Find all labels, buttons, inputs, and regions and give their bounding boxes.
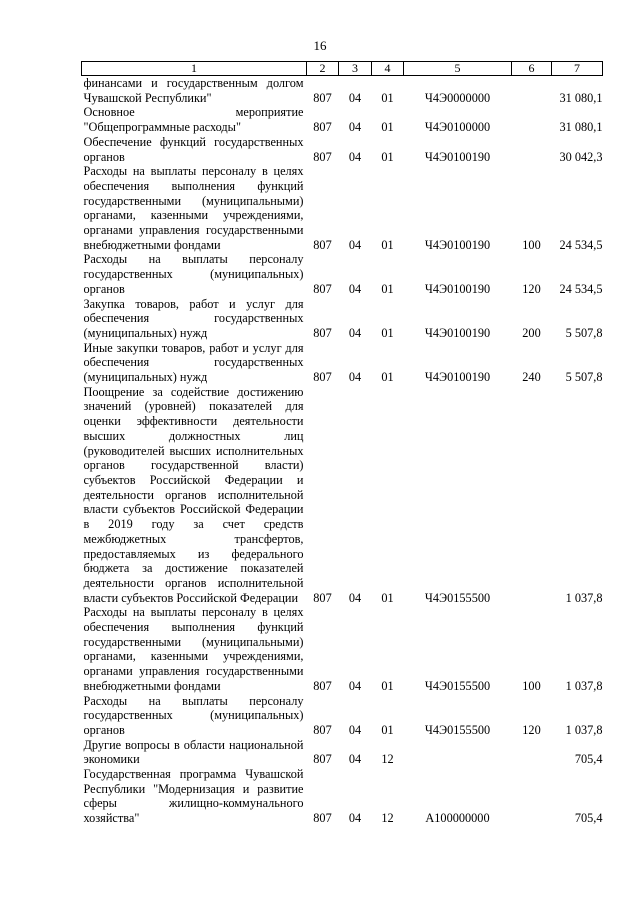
row-ministry-code: 807 — [313, 237, 332, 252]
row-amount: 30 042,3 — [559, 149, 603, 164]
row-ministry-code: 807 — [313, 325, 332, 340]
row-expense-type-code — [512, 385, 552, 606]
row-expense-type-code — [512, 105, 552, 134]
row-description: Поощрение за содействие достижению значений (уровней) показателей для оценки эффективности деятельности высших должностных лиц (руководителей высших исполнительных органов государственной власти) субъектов Российской Федерации и деятельности органов исполнительной власти субъектов Российской Федерации в 2019 году за счет средств межбюджетных трансфертов, предоставляемых из федерального бюджета за достижение показателей деятельности органов исполнительной власти субъектов Российской Федерации — [83, 384, 304, 605]
table-header-row — [82, 62, 603, 76]
column-header-3: 3 — [339, 62, 372, 76]
row-amount: 24 534,5 — [559, 237, 603, 252]
table-row — [82, 105, 603, 134]
row-subsection-code: 01 — [381, 722, 394, 737]
row-section-code: 04 — [348, 149, 362, 164]
row-description: Другие вопросы в области национальной экономики — [83, 737, 304, 767]
row-description: Государственная программа Чувашской Республики "Модернизация и развитие сферы жилищно-коммунального хозяйства" — [83, 767, 304, 826]
row-expense-type-code — [512, 76, 552, 106]
row-section-code: 04 — [348, 90, 362, 105]
page-number: 16 — [313, 38, 327, 53]
row-section-code: 04 — [348, 752, 362, 767]
row-section-code: 04 — [348, 370, 362, 385]
row-ministry-code: 807 — [313, 678, 332, 693]
row-subsection-code: 01 — [381, 120, 394, 135]
row-expense-type-code — [512, 738, 552, 767]
row-amount: 5 507,8 — [565, 325, 603, 340]
column-header-6: 6 — [512, 62, 552, 76]
row-ministry-code: 807 — [313, 90, 332, 105]
table-row — [82, 767, 603, 826]
row-ministry-code: 807 — [313, 370, 332, 385]
table-row — [82, 341, 603, 385]
row-expense-type-code: 200 — [522, 325, 541, 340]
row-subsection-code: 01 — [381, 370, 394, 385]
row-expense-type-code: 120 — [522, 722, 541, 737]
row-target-article-code: Ч4Э0100000 — [424, 120, 491, 135]
row-target-article-code: Ч4Э0100190 — [424, 237, 491, 252]
row-section-code: 04 — [348, 722, 362, 737]
row-target-article-code: Ч4Э0100190 — [424, 370, 491, 385]
row-target-article-code — [404, 738, 512, 767]
row-ministry-code: 807 — [313, 811, 332, 826]
row-amount: 1 037,8 — [565, 678, 603, 693]
row-amount: 24 534,5 — [559, 281, 603, 296]
row-ministry-code: 807 — [313, 281, 332, 296]
row-section-code: 04 — [348, 590, 362, 605]
row-ministry-code: 807 — [313, 722, 332, 737]
row-target-article-code: Ч4Э0100190 — [424, 281, 491, 296]
row-subsection-code: 01 — [381, 590, 394, 605]
row-amount: 31 080,1 — [559, 90, 603, 105]
row-description: Расходы на выплаты персоналу в целях обеспечения выполнения функций государственными (муниципальными) органами, казенными учреждениями, органами управления государственными внебюджетными фондами — [83, 605, 304, 693]
row-target-article-code: Ч4Э0155500 — [424, 678, 491, 693]
row-description: Расходы на выплаты персоналу государственных (муниципальных) органов — [83, 693, 304, 737]
row-expense-type-code: 100 — [522, 678, 541, 693]
row-target-article-code: Ч4Э0100190 — [424, 325, 491, 340]
row-expense-type-code: 120 — [522, 281, 541, 296]
row-expense-type-code — [512, 135, 552, 164]
budget-table — [81, 61, 603, 826]
column-header-1: 1 — [82, 62, 307, 76]
row-target-article-code: A100000000 — [425, 811, 490, 826]
table-row — [82, 605, 603, 693]
row-ministry-code: 807 — [313, 120, 332, 135]
row-target-article-code: Ч4Э0155500 — [424, 722, 491, 737]
row-target-article-code: Ч4Э0000000 — [424, 90, 491, 105]
row-subsection-code: 12 — [381, 752, 394, 767]
table-row — [82, 738, 603, 767]
row-description: Расходы на выплаты персоналу в целях обеспечения выполнения функций государственными (муниципальными) органами, казенными учреждениями, органами управления государственными внебюджетными фондами — [83, 164, 304, 252]
table-row — [82, 694, 603, 738]
column-header-5: 5 — [404, 62, 512, 76]
row-subsection-code: 01 — [381, 237, 394, 252]
row-target-article-code: Ч4Э0155500 — [424, 590, 491, 605]
column-header-4: 4 — [372, 62, 404, 76]
row-description: Закупка товаров, работ и услуг для обеспечения государственных (муниципальных) нужд — [83, 296, 304, 340]
row-section-code: 04 — [348, 237, 362, 252]
table-row — [82, 135, 603, 164]
row-subsection-code: 01 — [381, 281, 394, 296]
table-row — [82, 252, 603, 296]
row-expense-type-code: 240 — [522, 370, 541, 385]
table-row — [82, 164, 603, 252]
table-row — [82, 76, 603, 106]
row-section-code: 04 — [348, 811, 362, 826]
row-section-code: 04 — [348, 120, 362, 135]
column-header-2: 2 — [307, 62, 339, 76]
column-header-7: 7 — [552, 62, 603, 76]
table-row — [82, 297, 603, 341]
row-ministry-code: 807 — [313, 590, 332, 605]
table-row — [82, 385, 603, 606]
row-target-article-code: Ч4Э0100190 — [424, 149, 491, 164]
row-description: Иные закупки товаров, работ и услуг для обеспечения государственных (муниципальных) нужд — [83, 340, 304, 385]
row-ministry-code: 807 — [313, 752, 332, 767]
row-section-code: 04 — [348, 325, 362, 340]
row-section-code: 04 — [348, 281, 362, 296]
row-subsection-code: 12 — [381, 811, 394, 826]
row-ministry-code: 807 — [313, 149, 332, 164]
row-expense-type-code: 100 — [522, 237, 541, 252]
row-subsection-code: 01 — [381, 325, 394, 340]
row-description: Расходы на выплаты персоналу государственных (муниципальных) органов — [83, 252, 304, 296]
row-subsection-code: 01 — [381, 90, 394, 105]
row-amount: 1 037,8 — [565, 722, 603, 737]
row-amount: 5 507,8 — [565, 370, 603, 385]
row-subsection-code: 01 — [381, 678, 394, 693]
row-subsection-code: 01 — [381, 149, 394, 164]
row-amount: 705,4 — [574, 811, 603, 826]
row-description: Основное мероприятие "Общепрограммные расходы" — [83, 105, 304, 135]
row-amount: 31 080,1 — [559, 120, 603, 135]
row-description: Обеспечение функций государственных органов — [83, 134, 304, 164]
row-expense-type-code — [512, 767, 552, 826]
row-section-code: 04 — [348, 678, 362, 693]
row-amount: 1 037,8 — [565, 590, 603, 605]
row-amount: 705,4 — [574, 752, 603, 767]
row-description: финансами и государственным долгом Чувашской Республики" — [83, 76, 304, 105]
